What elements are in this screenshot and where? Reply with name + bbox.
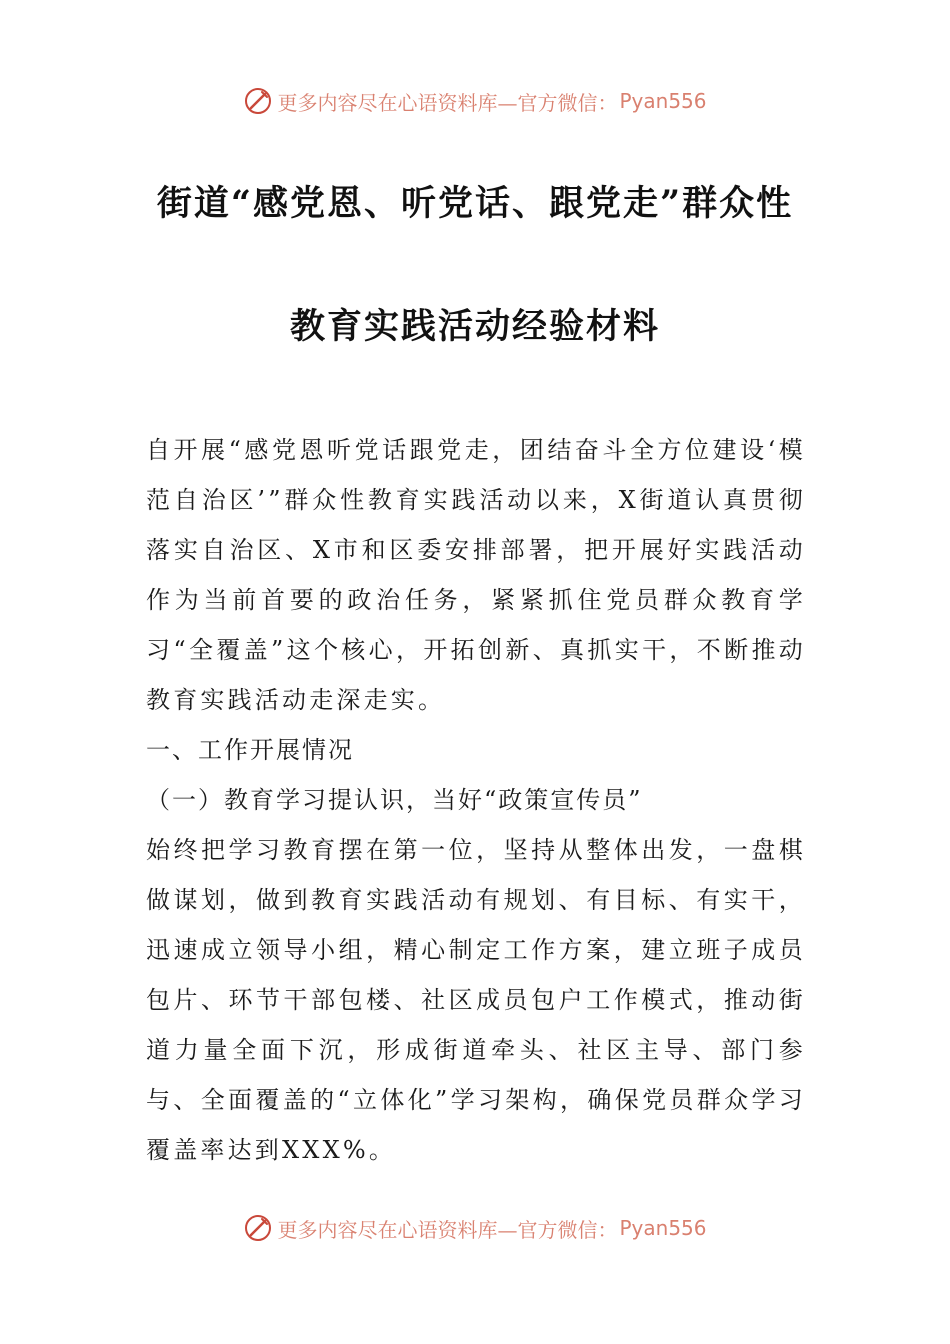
intro-paragraph: 自开展“感党恩听党话跟党走，团结奋斗全方位建设‘模范自治区’”群众性教育实践活动以来，X街道认真贯彻落实自治区、X市和区委安排部署，把开展好实践活动作为当前首要的政治任务，紧紧抓住党员群众教育学习“全覆盖”这个核心，开拓创新、真抓实干，不断推动教育实践活动走深走实。 [146, 436, 806, 714]
section-heading: 一、工作开展情况 [146, 736, 354, 764]
watermark-text: 更多内容尽在心语资料库—官方微信： [277, 90, 618, 115]
pen-logo-icon [243, 86, 273, 116]
pen-logo-icon [243, 1213, 273, 1243]
watermark-wechat-id: Pyan556 [619, 89, 707, 113]
document-body [146, 425, 806, 1175]
watermark-header [0, 86, 950, 116]
subsection-heading: （一）教育学习提认识，当好“政策宣传员” [146, 786, 643, 814]
watermark-footer [0, 1213, 950, 1243]
document-title-line-1: 街道“感党恩、听党话、跟党走”群众性 [156, 183, 794, 224]
document-title-line-2: 教育实践活动经验材料 [289, 306, 660, 347]
watermark-wechat-id: Pyan556 [619, 1216, 707, 1240]
watermark-text: 更多内容尽在心语资料库—官方微信： [277, 1217, 618, 1242]
body-paragraph: 始终把学习教育摆在第一位，坚持从整体出发，一盘棋做谋划，做到教育实践活动有规划、有目标、有实干，迅速成立领导小组，精心制定工作方案，建立班子成员包片、环节干部包楼、社区成员包户工作模式，推动街道力量全面下沉，形成街道牵头、社区主导、部门参与、全面覆盖的“立体化”学习架构，确保党员群众学习覆盖率达到XXX%。 [146, 836, 806, 1164]
